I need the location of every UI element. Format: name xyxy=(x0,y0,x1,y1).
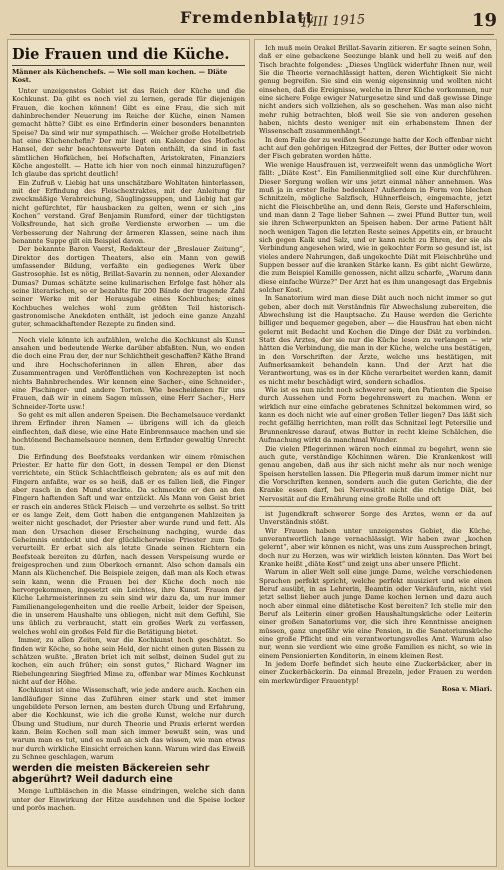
masthead-rule xyxy=(10,34,494,35)
column-separator xyxy=(12,332,245,333)
author-signature: Rosa v. Miari. xyxy=(441,685,492,694)
paragraph: So geht es mit allen anderen Speisen. Die Bechamelsauce verdankt ihrem Erfinder ihren Namen — übrigens will ich da gleich einflechten, daß diese, wie eine Hate Einbrennsauce machen und sie hochtönend Bechamelsauce nennen, dem Erfinder gewaltig Unrecht tun. xyxy=(12,410,245,453)
paragraph: In jedem Dorfe befindet sich heute eine Zuckerbäcker, aber in einer Zuckerbäckerin. Da einmal Brezeln, jeder Frauen zu werden ein merkwürdiger Frauentyp! xyxy=(259,660,492,685)
clipping-left-column xyxy=(8,40,249,866)
paragraph: Warum in aller Welt soll eine junge Dame, welche verschiedenen Sprachen perfekt spricht, welche perfekt musiziert und wie einen Beruf ausübt, in as Lehrerin, Beamtin oder Verkäuferin, nicht viel jetzt selbst lieber auch junge Dame kochen lernen und dazu auch noch aber einmal eine diätetische Kost bereiten? Ich stelle mir den Beruf als Leiterin einer großen Haushaltungsküche oder Leiterin einer großen Sanatoriums vor, die sich ihre Kenntnisse aneignen müssen, ganz ungefähr wie eine Pension, in die Sanatoriumsküche eine große Pflicht und ein verantwortungsvolles Amt. Warum also nur, wenn sie verdient wie eine große Familien es nicht, so wie in einem Pensionierten Konditorin, in einem kleinen Rest. xyxy=(259,568,492,660)
paragraph: Menge Luftbläschen in die Masse eindringen, welche sich dann unter der Einwirkung der Hitze ausdehnen und die Speise locker und porös machen. xyxy=(12,787,245,812)
paragraph: Ein Zufruß v. Liebig hat uns unschätzbare Wohltaten hinterlassen, mit der Erfindung des Fleischextraktes, mit der Anleitung für zweckmäßige Verabreichung, Säuglingssuppen, und Liebig hat gar nicht gefürchtet, für hausbacken zu gelten, wenn er sich „ins Kochen“ verstand. Graf Benjamin Rumford, einer der tüchtigsten Volksfreunde, hat sich große Verdienste erworben — um die Verbesserung der Nahrung der ärmeren Klassen, seine nach ihm benannte Suppe gilt ein Beispiel davon. xyxy=(12,178,245,245)
clipping-right-column xyxy=(255,40,496,866)
handwritten-date: 1/III 1915 xyxy=(299,12,366,31)
left-column-text xyxy=(12,44,245,862)
paragraph: Noch viele könnte ich aufzählen, welche die Kochkunst als Kunst ansahen und bedeutende Werke darüber abfaßten. Nun, wo enden die doch eine Frau der, der nur Schlichtheit geschaffen? Käthe Brand und ihre Hochschoferinnen in allen Ehren, aber das Zusammentragen und Veröffentlichen von Kochrezepten ist noch nichts Bahnbrechendes. Wir kennen eine Sacher-, eine Schneider-, eine Pischinger- und andere Torten. Wie bescheidenen für uns Frauen, daß wir in einem Sagen müssen, eine Herr Sacher-, Herr Schneider-Torte usw.! xyxy=(12,335,245,411)
paragraph: In Sanatorium wird man diese Diät auch noch nicht immer so gut geben, aber doch mit Verständnis für Abwechslung zubereiten, die Abwechslung ist die Hauptsache. Zu Hause werden die Gerichte billiger und bequemer gegeben, aber — die Hausfrau hat eben nicht gelernt mit Bedacht und Kochen die Dinge der Diät zu verbinden. Statt des Arztes, der sie nur die Küche lesen zu verlangen — wir hätten die Verbindung, die man in der Küche, welche uns bestätigen, in den Vorschriften der Ärzte, welche uns bestätigen, mit Aufmerksamkeit behandeln kann. Und der Arzt hat die Verantwortung, was es in der Küche verarbeitet werden kann, damit es nicht mehr beschädigt wird, sondern schadlos. xyxy=(259,294,492,386)
paragraph: Wie wenige Hausfrauen ist, verzweifelt wenn das unmögliche Wort fällt: „Diäte Kost“. Ein Familienmitglied soll eine Kur durchführen. Dieser Sorgung wollen wir uns jetzt einmal näher annehmen. Was muß ja in erster Reihe bedenken? Außerdem in Form von blechen Schnitzeln, mögliche Salzfisch, Hühnerfleisch, eingemachte, jetzt nicht die Fleischbrühe an, und denn Reis, Gerste und Haferschleim, und man dann 2 Tage lieber Sahnen — zwei Pfund Butter tun, weil sie ihren Schwerpunkten an Speisen haben. Der arme Patient hält noch wenigen Tagen die letzten Reste seines Appetits ein, er braucht sich gegen Kalk und Salz, und er kann nicht zu Ehren, der sie als Verbindung angesehen wird, wie in gekochter Form so gesund ist, ist vieles andere Nahrungen, daß ungekochte Diät mit Fleischbrühe und Suppen besser auf die kranken Stärke kann. Es gibt nicht Gewürze, die zum Beispiel Kamille genossen, nicht allzu scharfe, „Warum dann diese einfache Würze?“ Der Arzt hat es ihm unangesagt das Ergebnis solcher Kost. xyxy=(259,160,492,294)
right-column-text xyxy=(259,44,492,862)
clipping-join xyxy=(259,506,492,507)
masthead xyxy=(0,0,504,42)
paragraph: Kochkunst ist eine Wissenschaft, wie jede andere auch. Kochen ein landläufiger Sinne das Zuführen einer stark und stet immer ungebildete Person lernen, am besten durch Übung und Erfahrung, aber die Kochkunst, wie ich die große Kunst, welche nur durch Übung und Studium, nur durch Theorie und Praxis erlernt werden kann. Beim Kochen soll man sich immer bewußt sein, was und warum man es tut, und es muß an sich das wissen, wie man etwas nur durch wirkliche Einsicht erreichen kann. Warum wird das Eiweiß zu Schnee geschlagen, warum xyxy=(12,686,245,761)
paragraph: Der bekannte Baron Vaerst, Redakteur der „Breslauer Zeitung“, Direktor des dortigen Theaters, also ein Mann von gewiß umfassender Bildung, verfaßte ein gediegenes Werk über Gastrosophie. Ist es nötig, Brillat-Savarin zu nennen, oder Alexander Dumas? Dumas schätzte seine kulinarischen Erfolge fast höher als seine literarischen, so er bezahlte für 200 Bände der tragende Zahl seiner Werke mit der Herausgabe eines Kochbuches; eines Kochbuches welches wohl zum größten Teil historisch-gastronomische Anekdoten enthält, ist jedoch eine ganze Anzahl guter, schmackhaftender Rezepte zu finden sind. xyxy=(12,245,245,329)
journal-title: Fremdenblatt xyxy=(180,8,315,27)
article-deck: Männer als Küchenchefs. — Wie soll man kochen. — Diäte Kost. xyxy=(12,68,228,85)
paragraph: Die vielen Pflegerinnen wären noch einmal zu begehrt, wenn sie auch gute, verständige Köchinnen wären. Die Krankenkost will genau angeben, daß aus ihr sich nicht mehr als nur noch wenige Speisen herstellen lassen. Die Pflegerin muß darum immer nicht nur die Vorschriften kennen, sondern auch die guten Gerichte, die der Kranke essen darf, bei Nervosität nicht die richtige Diät, bei Nervosität auf die Ernährung eine große Rolle und oft xyxy=(259,444,492,503)
paragraph: Wie ist es nun nicht noch schwerer sein, den Patienten die Speise durch Aussehen und Form begehrenswert zu machen. Wenn er wirklich nur eine einfache gebratenes Schnitzel bekommen wird, so kann es doch nicht wie auf einer großen Teller liegen? Das läßt sich recht gefällig herrichten, man rollt das Schnitzel legt Petersilie und Brunnenkresse darauf, etwas Butter in recht kleine Schälchen, die Aufmachung wirkt da manchmal Wunder. xyxy=(259,386,492,445)
display-line: werden die meisten Bäckereien sehr abgerührt? Weil dadurch eine xyxy=(12,763,210,786)
paragraph: Immer, zu allen Zeiten, war die Kochkunst hoch geschätzt. So finden wir Köche, so hohe sein Held, der nicht einen guten Bissen zu schätzen wußte. „Braten briet ich mit selbst, deinen Sudel gut zu kochen, ein auch früher; ein sonst gutes,“ Richard Wagner im Riebelungenring Siegfried Mime zu, offenbar war Mimes Kochkunst nicht auf der Höhe. xyxy=(12,636,245,686)
page-number: 19 xyxy=(472,10,498,31)
paragraph: Die Erfindung des Beefsteaks verdanken wir einem römischen Priester. Er hatte für den Gott, in dessen Tempel er den Dienst verrichtete, ein Stück Schlachtfleisch gebraten; als es auf mit den Fingern anfaßte, war es so heiß, daß er es fallen ließ, die Finger aber rasch in den Mund steckte. Da schmeckte er den an den Fingern haftenden Saft und war entzückt. Als Mann von Geist briet er rasch ein anderes Stück Fleisch — und verzehrte es selbst. So tritt er es lange Zeit, dem Gott haben die entgangenen Mahlzeiten ja weiter nicht geschadet, der Priester aber wurde rund und fett. Als man den Ursachen dieser Erscheinung nachging, wurde das Geheimnis entdeckt und der glücklicherweise Priester zum Tode verurteilt. Er erbat sich als letzte Gnade seinen Richtern ein Beefsteak bereiten zu dürfen, nach dessen Verspeisung wurde er freigesprochen und zum Oberkoch ernannt. Also schon damals ein Mann als Küchenchef. Die Beispiele zeigen, daß man als Koch etwas sein kann, wenn die Frauen bei der Küche doch noch nie hervorgekommen, ingesetzt ein Leichtes, ihre Kunst. Frauen der Küche Lehrmeisterinnen zu sein sind wir dazu da, um nur immer Familienangelegenheiten und die reelle Arbeit, leider der Speisen, die in unserem Haushalte uns obliegen, nicht mit dem Gefühl, Sie uns üblich zu verbraucht, statt ein großes Werk zu verfassen, welches wohl ein großes Feld für die Betätigung bietet. xyxy=(12,452,245,636)
paragraph: In dem Falle der zu weißen Seezunge hatte der Koch offenbar nicht acht auf den gehörigen Hitzegrad der Fettes, der Butter oder wovon der Fisch gebraten worden hätte. xyxy=(259,135,492,161)
paragraph: Wir Frauen haben unter unzeigenstes Gebiet, die Küche, unverantwortlich lange vernachlässigt. Wir haben zwar „kochen gelernt“, aber wir können es nicht, was uns zum Aussprechen bringt, doch nur zu Herzen, was wir wirklich leisten könnten. Das Wort bei Kranke heißt „diäte Kost“ und zeigt uns aber unsere Pflicht. xyxy=(259,526,492,568)
paragraph: ist Jugendkraft schwerer Sorge des Arztes, wenn er da auf Unverständnis stößt. xyxy=(259,509,492,527)
article-headline: Die Frauen und die Küche. xyxy=(12,46,245,66)
paragraph: Ich muß mein Orakel Brillat-Savarin zitieren. Er sagte seinen Sohn, daß er eine gebackene Seezunge blank und hell zu weiß auf den Tisch brachte folgendes: „Dieses Unglück widerfuhr Ihnen nur, weil Sie die Theorie vernachlässigt hatten, deren Wichtigkeit Sie nicht genug begreifen. Sie sind ein wenig eigensinnig und wollten nicht einsehen, daß die Ereignisse, welche in Ihrer Küche vorkommen, nur eine sichere Folge ewiger Naturgesetze sind und daß gewisse Dinge nicht anders sich vollziehen, als so geschehen. Was man also nicht mehr ruhig betrachten, bloß weil Sie sie von anderen gesehen haben, nichts desto weniger mit ein erhabenstem Ihnen der Wissenschaft zusammenhängt.“ xyxy=(259,44,492,136)
paragraph: Unter unzeigenstes Gebiet ist das Reich der Küche und die Kochkunst. Da gibt es noch viel zu lernen, gerade für diejenigen Frauen, die kochen können! Gibt es eine Frau, die sich mit dahinbrechender Neuerung im Reiche der Küche, einen Namen gemacht hätte? Gibt es eine Erfinderin einer besonders benannten Speise? Da sind wir nur sympathisch. — Welcher große Hotelbetrieb hat eine Küchenchefin? Der mir liegt ein Kalender des Hoflochs Hansel, der sehr beachtenswerte Daten enthält, da sind in fast sämtlichen Hofküchen, bei Hofschaften, Aristokraten, Finanziers Köche angestellt. — Hatte ich hier von noch einmal hinzuzufügen? Ich glaube das spricht deutlich! xyxy=(12,86,245,179)
